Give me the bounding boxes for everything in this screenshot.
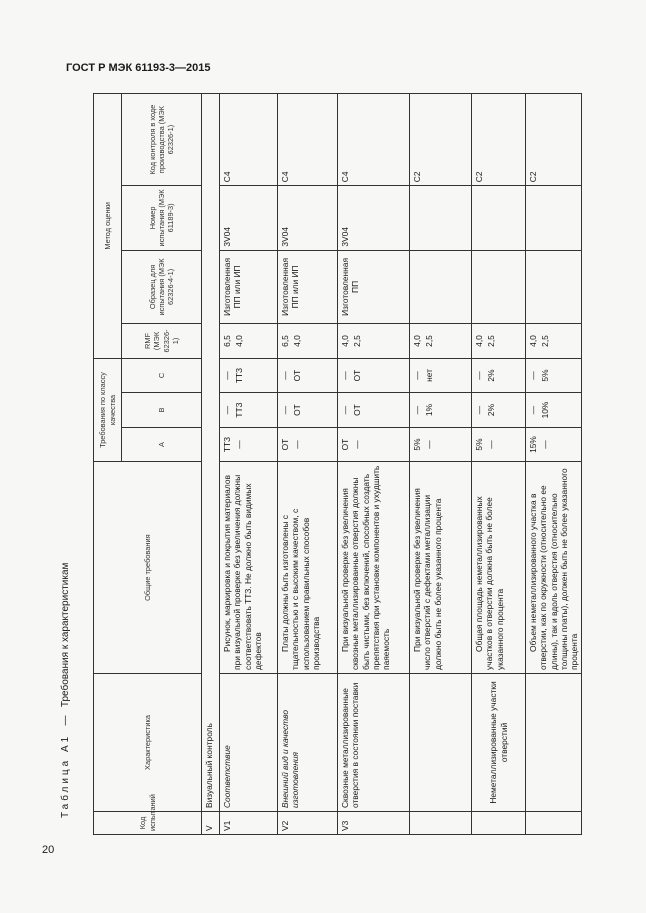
- value: 4,0: [474, 335, 484, 347]
- cell-test-number: 3V04: [278, 186, 338, 250]
- value: 2,5: [486, 335, 496, 347]
- cell-control-code: C2: [472, 94, 526, 186]
- cell-specimen: [526, 250, 582, 324]
- cell-requirement: При визуальной проверке без увеличения сквозные металлизированные отверстия должны быть чистыми, без включений, способных создать препятствия при установке компонентов и ухудшить паяемость: [338, 462, 410, 674]
- value: 6,5: [222, 335, 232, 347]
- header-rmf: RMF (МЭК 62326-1): [122, 324, 202, 359]
- value: —: [474, 371, 484, 380]
- value: ТТЗ: [234, 402, 244, 418]
- value: ТТЗ: [222, 436, 232, 453]
- value: 4,0: [234, 335, 244, 347]
- caption-dash: —: [60, 715, 71, 726]
- value: —: [486, 440, 496, 449]
- cell-class-b: [526, 393, 582, 428]
- value: —: [540, 440, 550, 449]
- value: —: [280, 405, 290, 415]
- cell-class-b: [338, 393, 410, 428]
- header-characteristic: Характеристика: [94, 673, 202, 811]
- cell-class-c: [220, 358, 278, 393]
- value: —: [280, 371, 290, 380]
- cell-class-c: [472, 358, 526, 393]
- cell-class-b: [220, 393, 278, 428]
- value: 4,0: [412, 335, 422, 347]
- cell-class-c: [526, 358, 582, 393]
- value: —: [528, 405, 538, 415]
- table-row-v3: [338, 94, 410, 835]
- value: 5%: [474, 438, 484, 451]
- header-row-1: [94, 94, 122, 835]
- cell-class-b: [278, 393, 338, 428]
- value: 2,5: [352, 335, 362, 347]
- caption-label: Таблица А1: [60, 733, 71, 818]
- value: 1%: [424, 403, 434, 417]
- cell-specimen: [410, 250, 472, 324]
- value: 5%: [540, 369, 550, 382]
- table-row-v: [202, 94, 220, 835]
- cell-requirement: Объем неметаллизированного участка в отверстии, как по окружности (относительно ее длины), так и вдоль отверстия (относительно толщины платы), должен быть не более указанного процента: [526, 462, 582, 674]
- cell-class-a: [472, 427, 526, 462]
- cell-requirement: Рисунок, маркировка и покрытия материалов при визуальной проверке без увеличения должны соответствовать ТТЗ. Не должно быть видимых дефектов: [220, 462, 278, 674]
- value: ТТЗ: [234, 367, 244, 384]
- cell-specimen: Изготовленная ПП: [338, 250, 410, 324]
- cell-characteristic: Соответствие: [220, 673, 278, 811]
- cell-rmf: [410, 324, 472, 359]
- standard-header: ГОСТ Р МЭК 61193-3—2015: [66, 62, 211, 74]
- table-row-v1: [220, 94, 278, 835]
- value: 2,5: [540, 335, 550, 347]
- cell-control-code: C4: [338, 94, 410, 186]
- cell-class-a: [220, 427, 278, 462]
- cell-code: [526, 812, 582, 835]
- cell-rmf: [472, 324, 526, 359]
- header-specimens: Образец для испытания (МЭК 62326-4-1): [122, 250, 202, 324]
- header-class-c: C: [122, 358, 202, 393]
- cell-characteristic: Внешний вид и качество изготовления: [278, 673, 338, 811]
- value: —: [234, 440, 244, 449]
- value: —: [474, 405, 484, 415]
- table-row-v3d: [526, 94, 582, 835]
- cell-characteristic: Сквозные металлизированные отверстия в состоянии поставки: [338, 673, 410, 811]
- value: нет: [424, 369, 434, 382]
- value: —: [424, 440, 434, 449]
- cell-test-number: 3V04: [338, 186, 410, 250]
- value: ОТ: [352, 369, 362, 382]
- cell-requirement: При визуальной проверке без увеличения число отверстий с дефектами металлизации должно быть не более указанного процента: [410, 462, 472, 674]
- requirements-table: [93, 93, 582, 835]
- cell-specimen: Изготовленная ПП или ИП: [220, 250, 278, 324]
- cell-requirement: Общая площадь неметаллизированных участков в отверстии должна быть не более указанного процента: [472, 462, 526, 674]
- cell-test-number: [526, 186, 582, 250]
- cell-class-b: [410, 393, 472, 428]
- header-control-code: Код контроля в ходе производства (МЭК 62326-1): [122, 94, 202, 186]
- cell-rmf: [278, 324, 338, 359]
- cell-rmf: [220, 324, 278, 359]
- cell-class-c: [338, 358, 410, 393]
- cell-control-code: C4: [278, 94, 338, 186]
- cell-test-number: 3V04: [220, 186, 278, 250]
- cell-control-code: C2: [526, 94, 582, 186]
- header-evaluation-method: Метод оценки: [94, 94, 122, 359]
- cell-specimen: Изготовленная ПП или ИП: [278, 250, 338, 324]
- cell-class-a: [278, 427, 338, 462]
- table-row-v2: [278, 94, 338, 835]
- cell-class-b: [472, 393, 526, 428]
- value: 4,0: [292, 335, 302, 347]
- page-number: 20: [42, 844, 55, 856]
- header-class-a: А: [122, 427, 202, 462]
- value: 10%: [540, 401, 550, 419]
- value: —: [352, 440, 362, 449]
- cell-class-a: [410, 427, 472, 462]
- cell-code: V: [202, 812, 220, 835]
- value: —: [528, 371, 538, 380]
- header-class-b: B: [122, 393, 202, 428]
- header-general-requirements: Общие требования: [94, 462, 202, 674]
- cell-test-number: [472, 186, 526, 250]
- cell-characteristic: Неметаллизированные участки отверстий: [472, 673, 526, 811]
- value: —: [292, 440, 302, 449]
- cell-requirement: Платы должны быть изготовлены с тщательностью и с высоким качеством, с использованием правильных способов производства: [278, 462, 338, 674]
- cell-specimen: [472, 250, 526, 324]
- cell-class-c: [278, 358, 338, 393]
- header-code: Код испытаний: [94, 812, 202, 835]
- cell-test-number: [410, 186, 472, 250]
- cell-control-code: C4: [220, 94, 278, 186]
- value: ОТ: [352, 404, 362, 416]
- value: 4,0: [528, 335, 538, 347]
- value: ОТ: [280, 438, 290, 451]
- value: —: [340, 405, 350, 415]
- value: —: [412, 371, 422, 380]
- cell-code: V2: [278, 812, 338, 835]
- table-row-v3b: [410, 94, 472, 835]
- value: 2%: [486, 403, 496, 417]
- value: 5%: [412, 438, 422, 451]
- cell-code: V3: [338, 812, 410, 835]
- section-title: Визуальный контроль: [202, 94, 220, 812]
- cell-rmf: [526, 324, 582, 359]
- cell-class-a: [338, 427, 410, 462]
- value: —: [222, 405, 232, 415]
- cell-characteristic: [526, 673, 582, 811]
- table-row-v3c: [472, 94, 526, 835]
- value: —: [340, 371, 350, 380]
- value: ОТ: [292, 369, 302, 382]
- caption-text: Требования к характеристикам: [60, 562, 71, 708]
- cell-code: [410, 812, 472, 835]
- value: ОТ: [292, 404, 302, 416]
- table-caption: [60, 48, 76, 818]
- cell-class-a: [526, 427, 582, 462]
- cell-class-c: [410, 358, 472, 393]
- value: —: [222, 371, 232, 380]
- cell-characteristic: [410, 673, 472, 811]
- header-quality-class: Требования по классу качества: [94, 358, 122, 462]
- value: 6,5: [280, 335, 290, 347]
- value: —: [412, 405, 422, 415]
- cell-code: V1: [220, 812, 278, 835]
- value: 4,0: [340, 335, 350, 347]
- value: 2,5: [424, 335, 434, 347]
- cell-control-code: C2: [410, 94, 472, 186]
- value: 2%: [486, 369, 496, 382]
- value: 15%: [528, 436, 538, 453]
- value: ОТ: [340, 438, 350, 451]
- requirements-table-wrapper: [93, 93, 579, 835]
- header-test-number: Номер испытания (МЭК 61189-3): [122, 186, 202, 250]
- cell-code: [472, 812, 526, 835]
- cell-rmf: [338, 324, 410, 359]
